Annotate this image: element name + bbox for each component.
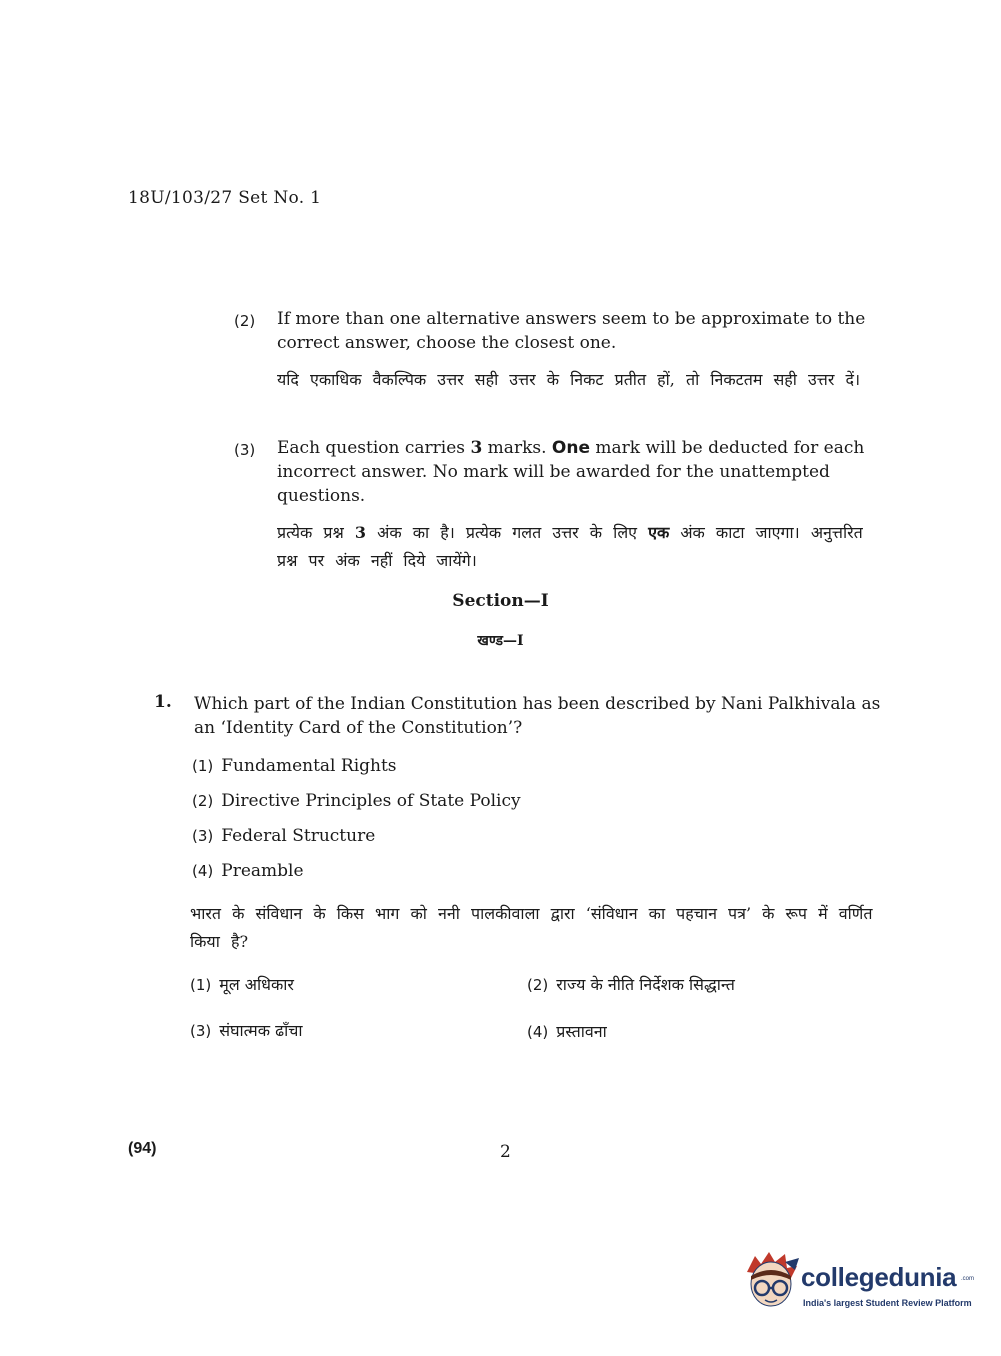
section-title-hindi: खण्ड—I bbox=[477, 633, 524, 649]
question-text-english: Which part of the Indian Constitution has been described by Nani Palkhivala as an ‘Identity Card of the Constitution’? bbox=[194, 694, 881, 738]
section-title-english: Section—I bbox=[452, 591, 549, 611]
option-hindi: (1) मूल अधिकार bbox=[190, 975, 294, 994]
logo-suffix: .com bbox=[961, 1276, 975, 1282]
question-text-hindi: भारत के संविधान के किस भाग को ननी पालकीवाला द्वारा ‘संविधान का पहचान पत्र’ के रूप में वर्णित किया है? bbox=[190, 904, 873, 951]
option-english: (1) Fundamental Rights bbox=[192, 756, 397, 776]
question-number: 1. bbox=[154, 692, 172, 712]
booklet-code: (94) bbox=[128, 1140, 157, 1157]
instruction-text-english: Each question carries 3 marks. One mark will be deducted for each incorrect answer. No mark will be awarded for the unattempted questions. bbox=[277, 438, 865, 506]
instruction-number: (3) bbox=[234, 441, 256, 459]
instruction-text-hindi: यदि एकाधिक वैकल्पिक उत्तर सही उत्तर के निकट प्रतीत हों, तो निकटतम सही उत्तर दें। bbox=[277, 370, 861, 389]
option-hindi: (3) संघात्मक ढाँचा bbox=[190, 1021, 303, 1040]
option-english: (4) Preamble bbox=[192, 861, 304, 881]
option-hindi: (2) राज्य के नीति निर्देशक सिद्धान्त bbox=[527, 975, 735, 994]
option-english: (3) Federal Structure bbox=[192, 826, 376, 846]
logo-tagline: India's largest Student Review Platform bbox=[803, 1298, 972, 1308]
instruction-text-hindi: प्रत्येक प्रश्न 3 अंक का है। प्रत्येक गलत उत्तर के लिए एक अंक काटा जाएगा। अनुत्तरित प्रश्न पर अंक नहीं दिये जायेंगे। bbox=[277, 523, 863, 570]
paper-set-code: 18U/103/27 Set No. 1 bbox=[128, 188, 322, 208]
instruction-number: (2) bbox=[234, 312, 256, 330]
collegedunia-logo-icon bbox=[741, 1250, 801, 1312]
page-number: 2 bbox=[500, 1142, 511, 1162]
instruction-text-english: If more than one alternative answers seem to be approximate to the correct answer, choose the closest one. bbox=[277, 309, 866, 353]
option-english: (2) Directive Principles of State Policy bbox=[192, 791, 521, 811]
logo-wordmark: collegedunia bbox=[801, 1262, 957, 1292]
option-hindi: (4) प्रस्तावना bbox=[527, 1022, 607, 1041]
